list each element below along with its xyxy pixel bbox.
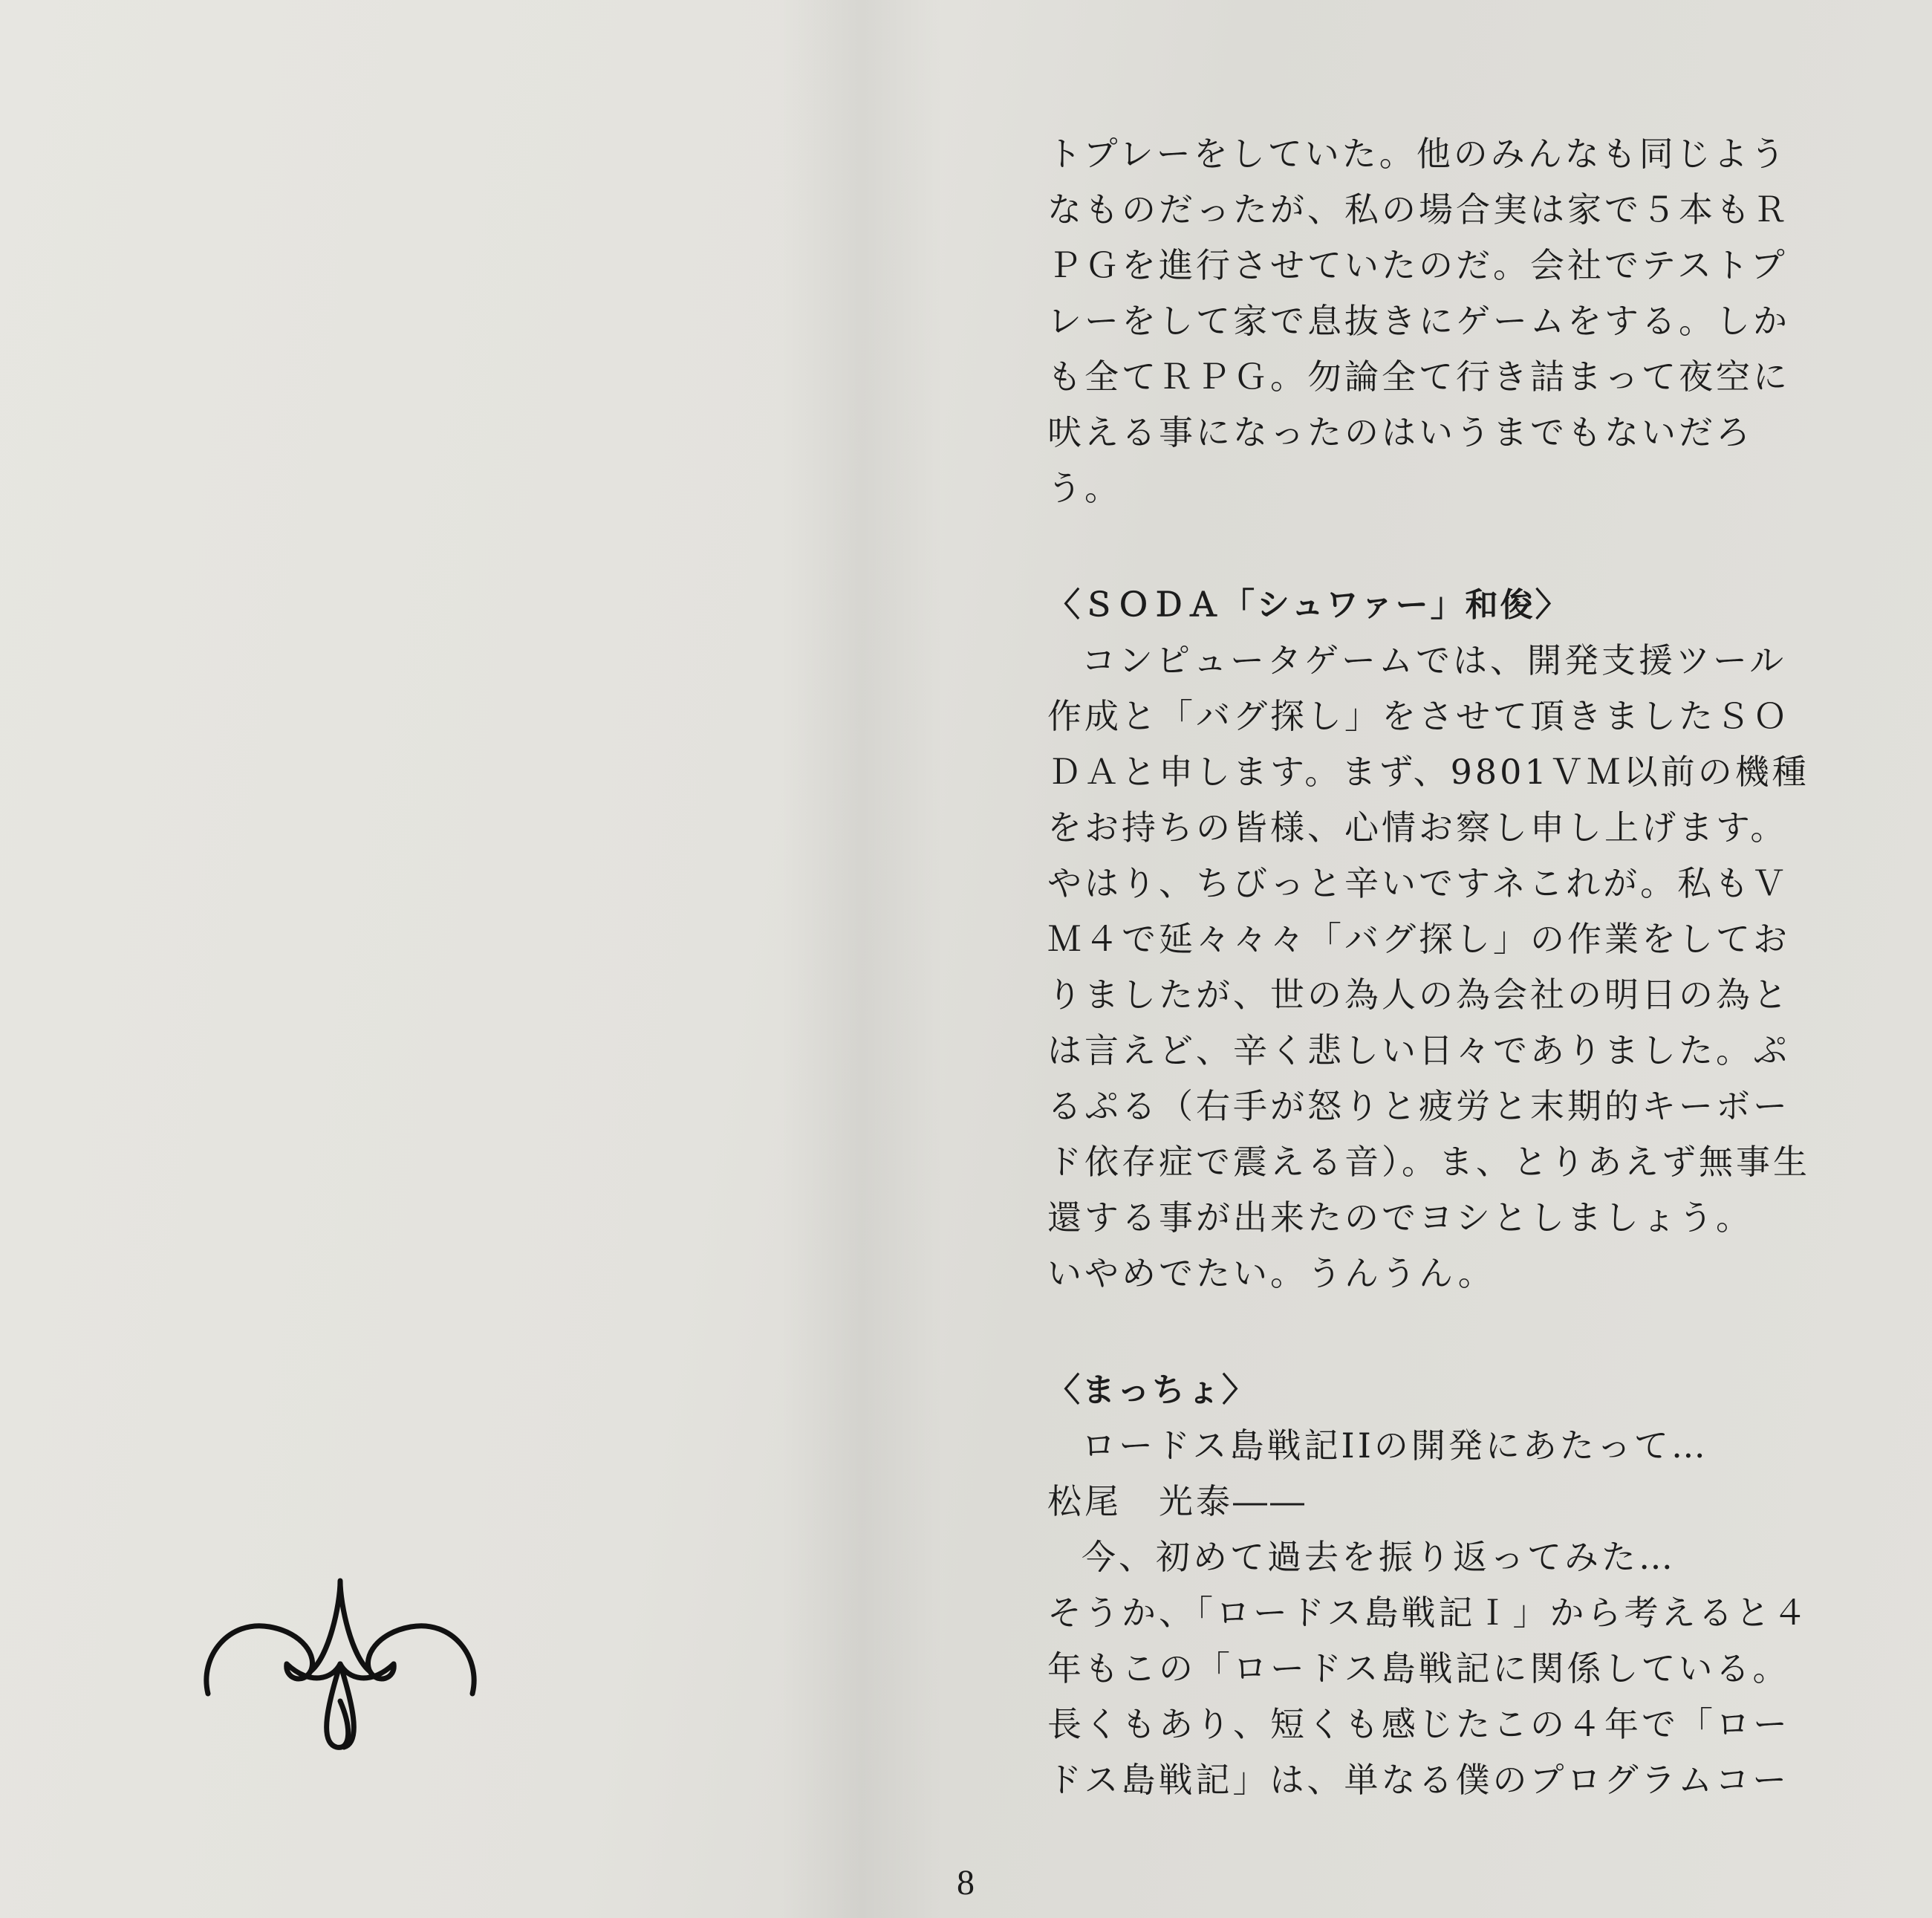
text-line: レーをして家で息抜きにゲームをする。しか bbox=[1047, 301, 1790, 341]
text-line: 年もこの「ロードス島戦記に関係している。 bbox=[1047, 1648, 1790, 1688]
text-line: そうか、「ロードス島戦記Ｉ」から考えると４ bbox=[1047, 1593, 1810, 1633]
section-gap bbox=[1047, 1301, 1812, 1362]
text-line: をお持ちの皆様、心情お察し申し上げます。 bbox=[1047, 807, 1788, 848]
text-line: 今、初めて過去を振り返ってみた… bbox=[1082, 1537, 1676, 1577]
section-soda bbox=[1047, 577, 1812, 1301]
text-line: りましたが、世の為人の為会社の明日の為と bbox=[1047, 975, 1790, 1015]
text-line: 松尾 光泰―― bbox=[1047, 1481, 1307, 1521]
text-line: も全てＲＰＧ。勿論全て行き詰まって夜空に bbox=[1047, 357, 1790, 397]
text-line: ドス島戦記」は、単なる僕のプログラムコー bbox=[1047, 1760, 1790, 1800]
text-line: ド依存症で震える音）。ま、とりあえず無事生 bbox=[1047, 1142, 1810, 1182]
page-fold-shadow bbox=[780, 0, 943, 1918]
text-line: は言えど、辛く悲しい日々でありました。ぷ bbox=[1047, 1030, 1790, 1070]
text-line: 還する事が出来たのでヨシとしましょう。 bbox=[1047, 1197, 1753, 1238]
text-line: コンピュータゲームでは、開発支援ツール bbox=[1082, 640, 1787, 680]
paragraph-continuation bbox=[1047, 126, 1812, 516]
section-gap bbox=[1047, 516, 1812, 577]
text-column bbox=[1047, 126, 1812, 1808]
text-line: るぷる（右手が怒りと疲労と末期的キーボー bbox=[1047, 1086, 1790, 1126]
text-line: やはり、ちびっと辛いですネこれが。私もＶ bbox=[1047, 863, 1789, 903]
text-line: Ｍ４で延々々々「バグ探し」の作業をしてお bbox=[1047, 919, 1790, 959]
text-line: いやめでたい。うんうん。 bbox=[1047, 1253, 1495, 1293]
section-heading: 〈ＳＯＤＡ「シュワァー」和俊〉 bbox=[1047, 586, 1570, 624]
scroll-flourish-icon bbox=[199, 1575, 481, 1753]
text-line: ＰＧを進行させていたのだ。会社でテストプ bbox=[1047, 245, 1788, 285]
page-number: 8 bbox=[957, 1863, 975, 1902]
text-line: 長くもあり、短くも感じたこの４年で「ロー bbox=[1047, 1704, 1790, 1744]
section-maccho bbox=[1047, 1362, 1812, 1808]
text-line: なものだったが、私の場合実は家で５本もＲ bbox=[1047, 189, 1790, 230]
text-line: 作成と「バグ探し」をさせて頂きましたＳＯ bbox=[1047, 696, 1790, 736]
section-heading: 〈まっちょ〉 bbox=[1047, 1371, 1257, 1409]
text-line: ＤＡと申します。まず、9801ＶＭ以前の機種 bbox=[1047, 752, 1809, 792]
text-line: う。 bbox=[1047, 468, 1122, 508]
text-line: ロードス島戦記IIの開発にあたって… bbox=[1082, 1426, 1708, 1466]
text-line: トプレーをしていた。他のみんなも同じよう bbox=[1047, 134, 1788, 174]
text-line: 吠える事になったのはいうまでもないだろ bbox=[1047, 412, 1753, 452]
